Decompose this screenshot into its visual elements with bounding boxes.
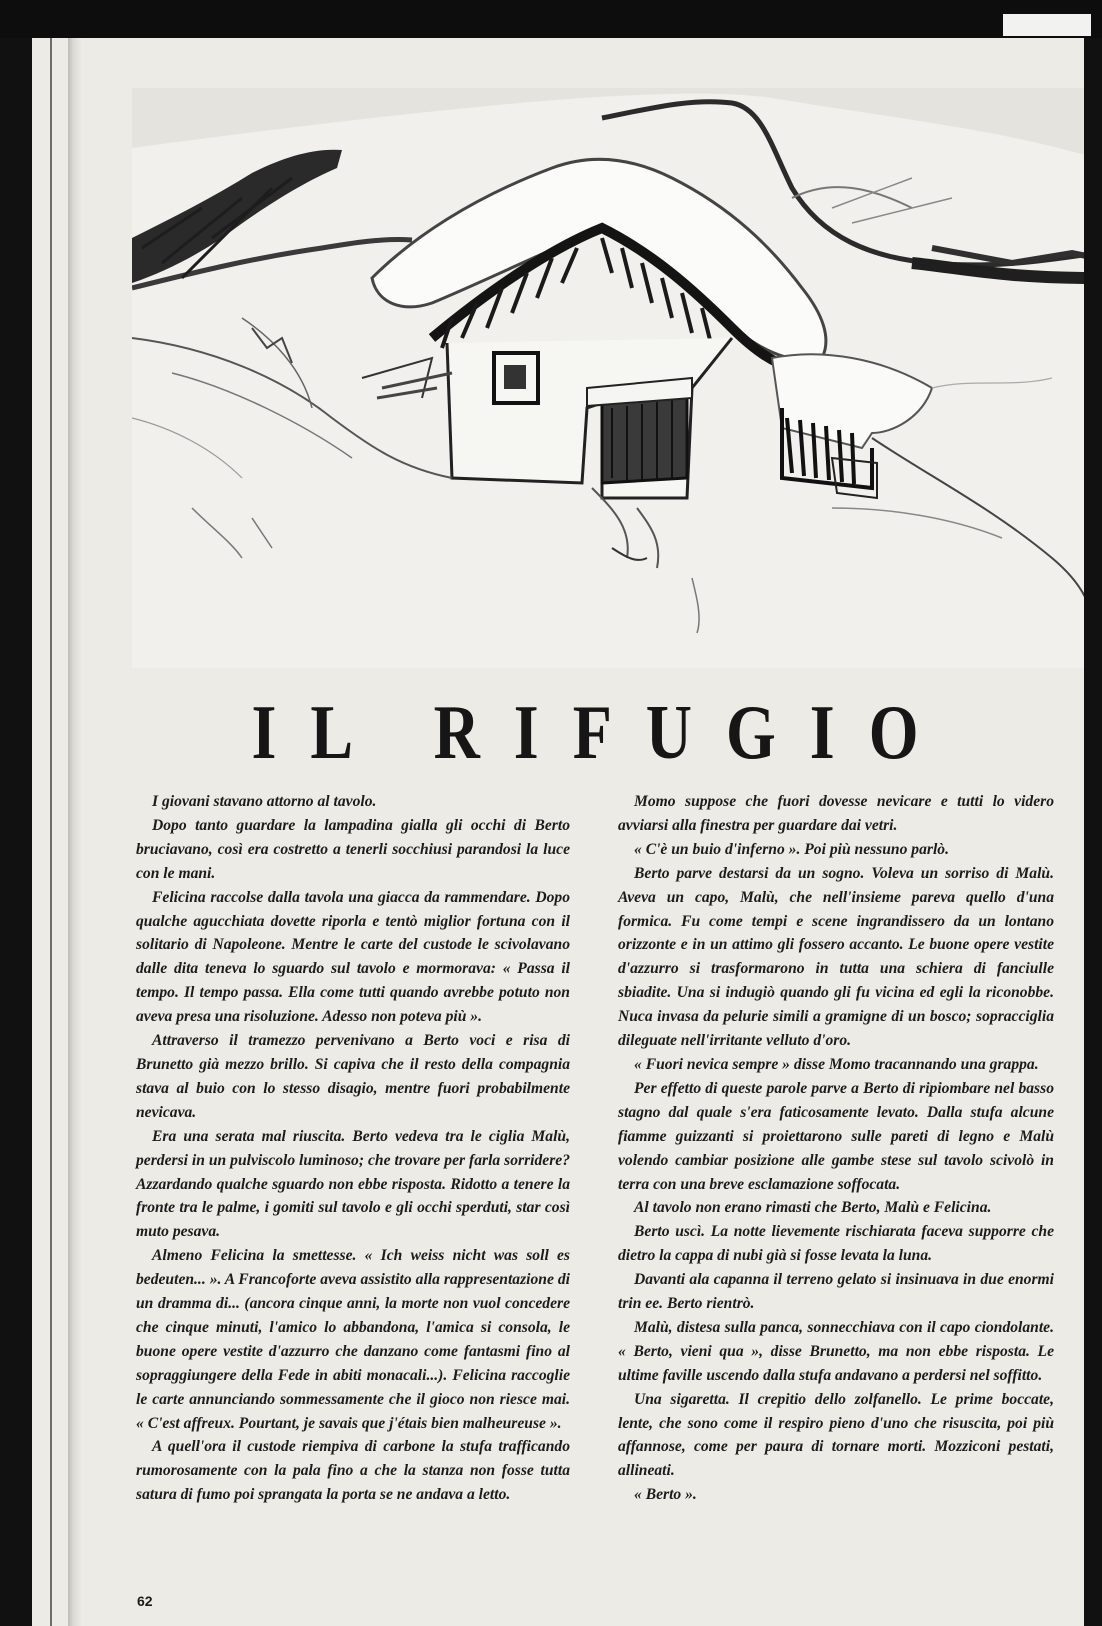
paragraph: Berto parve destarsi da un sogno. Voleva un sorriso di Malù. Aveva un capo, Malù, che nell'insieme pareva quello d'una formica. Fu come tempi e scene ingrandissero da un lontano orizzonte e in un attimo gli fossero accanto. Le buone opere vestite d'azzurro si trasformarono in tutta una schiera di fanciulle sbiadite. Una si indugiò quando gli fu vicina ed egli la riconobbe. Nuca invasa da pelurie simili a gramigne di un bosco; sopracciglia dileguate nell'irritante velluto d'oro. (618, 864, 1054, 1050)
paragraph: « Berto ». (634, 1486, 697, 1504)
paragraph: Attraverso il tramezzo pervenivano a Berto voci e risa di Brunetto già mezzo brillo. Si capiva che il resto della compagnia stava al buio con lo stesso disagio, mentre fuori probabilmente nevicava. (136, 1032, 570, 1121)
binding-shadow (68, 38, 82, 1626)
paragraph: Per effetto di queste parole parve a Berto di ripiombare nel basso stagno dal quale s'era faticosamente levato. Dalla stufa alcune fiamme guizzanti si proiettarono sulle pareti di legno e Malù volendo cambiar posizione alle gambe stese sul tavolo scivolò in terra con una breve esclamazione soffocata. (618, 1079, 1054, 1193)
paragraph: Felicina raccolse dalla tavola una giacca da rammendare. Dopo qualche agucchiata dovette riporla e tentò miglior fortuna con il solitario di Napoleone. Mentre le carte del custode le scivolavano dalle dita teneva lo sguardo sul tavolo e mormorava: « Passa il tempo. Il tempo passa. Ella come tutti quando avrebbe potuto non aveva presa una risoluzione. Adesso non poteva più ». (136, 888, 570, 1026)
paragraph: Almeno Felicina la smettesse. « Ich weiss nicht was soll es bedeuten... ». A Francoforte aveva assistito alla rappresentazione di un dramma di... (ancora cinque anni, la morte non vuol concedere che cinque minuti, l'amico lo abbandona, l'amica si consola, le buone opere vestite d'azzurro che danzano come fantasmi fino al sopraggiungere della Fede in abiti monacali...). Felicina raccoglie le carte annunciando sommessamente che il gioco non riesce mai. « C'est affreux. Pourtant, je savais que j'étais bien malheureuse ». (136, 1247, 570, 1432)
paragraph: Era una serata mal riuscita. Berto vedeva tra le ciglia Malù, perdersi in un pulviscolo luminoso; che trovare per farla sorridere? Azzardando qualche sguardo non ebbe risposta. Ridotto a tenere la fronte tra le palme, i gomiti sul tavolo e gli occhi sperduti, star così muto pesava. (136, 1127, 570, 1241)
paragraph: Berto uscì. La notte lievemente rischiarata faceva supporre che dietro la cappa di nubi già si fosse levata la luna. (618, 1223, 1054, 1265)
paragraph: A quell'ora il custode riempiva di carbone la stufa trafficando rumorosamente con la pala fino a che la stanza non fosse tutta satura di fumo poi sprangata la porta se ne andava a letto. (136, 1438, 570, 1504)
paragraph: Una sigaretta. Il crepitio dello zolfanello. Le prime boccate, lente, che sono come il respiro pieno d'uno che risuscita, poi più affannose, come per paura di tornare morti. Mozziconi pestati, allineati. (618, 1390, 1054, 1480)
paragraph: Malù, distesa sulla panca, sonnecchiava con il capo ciondolante. « Berto, vieni qua », disse Brunetto, ma non ebbe risposta. Le ultime faville uscendo dalla stufa andavano a perdersi nel soffitto. (618, 1318, 1054, 1384)
paragraph: Momo suppose che fuori dovesse nevicare e tutti lo videro avviarsi alla finestra per guardare dai vetri. (618, 793, 1054, 834)
page-number: 62 (137, 1593, 153, 1609)
mountain-hut-illustration (132, 88, 1084, 668)
paragraph: « Fuori nevica sempre » disse Momo tracannando una grappa. (634, 1055, 1039, 1073)
text-column-left (136, 790, 570, 1507)
text-column-right (618, 790, 1054, 1507)
page-edge-line (50, 38, 52, 1626)
magazine-page (32, 38, 1084, 1626)
paragraph: « C'è un buio d'inferno ». Poi più nessuno parlò. (634, 840, 949, 858)
article-title: IL RIFUGIO (251, 689, 953, 775)
top-scan-border (0, 0, 1102, 38)
paragraph: Al tavolo non erano rimasti che Berto, Malù e Felicina. (634, 1199, 992, 1217)
top-paper-corner (1003, 14, 1091, 36)
paragraph: I giovani stavano attorno al tavolo. (152, 793, 377, 810)
paragraph: Dopo tanto guardare la lampadina gialla gli occhi di Berto bruciavano, così era costretto a tenerli socchiusi parandosi la luce con le mani. (136, 816, 570, 882)
paragraph: Davanti ala capanna il terreno gelato si insinuava in due enormi trin ee. Berto rientrò. (618, 1271, 1054, 1313)
